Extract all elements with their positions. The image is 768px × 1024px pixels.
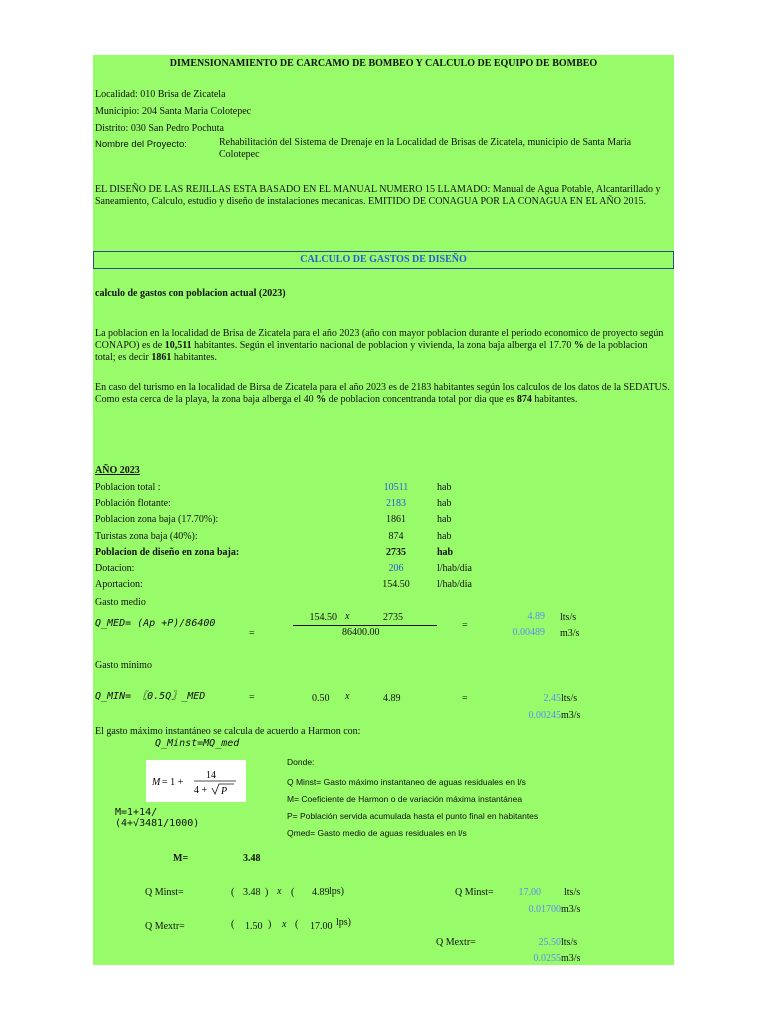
harmon-m-formula-line1: M=1+14/ [115,807,158,818]
gasto-medio-num1: 154.50 [309,612,337,623]
table-row-value: 154.50 [382,579,410,591]
qmextr-open-paren: ( [231,919,235,930]
definition-item: M= Coeficiente de Harmon o de variación máxima instantánea [287,794,523,804]
subsection-title: calculo de gastos con poblacion actual (2023) [95,288,286,299]
qminst-qmed: 4.89 [312,887,330,898]
qmextr-coef: 1.50 [245,921,263,932]
table-row-label: Poblacion de diseño en zona baja: [95,546,240,558]
document-title: DIMENSIONAMIENTO DE CARCAMO DE BOMBEO Y CALCULO DE EQUIPO DE BOMBEO [169,58,598,69]
gasto-minimo-coef: 0.50 [312,693,330,704]
table-row-label: Poblacion total : [95,482,161,493]
table-row-value: 874 [388,530,404,542]
proyecto-label: Nombre del Proyecto: [95,139,187,150]
gasto-medio-unit-lps: lts/s [560,612,577,623]
gasto-minimo-result-m3s: 0.00245 [528,710,561,721]
qminst-times: x [277,886,282,897]
qminst-result-m3s: 0.01700 [528,904,561,915]
table-row-label: Dotacion: [95,563,135,574]
svg-text:M: M [152,777,161,788]
definition-item: Qmed= Gasto medio de aguas residuales en l/s [287,828,467,838]
qmextr-qminst: 17.00 [310,921,333,932]
table-row-value: 2735 [386,546,406,558]
harmon-m-formula-line2: (4+√3481/1000) [115,818,200,829]
gasto-medio-result-lps: 4.89 [527,611,545,622]
section-banner [93,251,674,269]
gasto-minimo-label: Gasto minimo [95,660,152,671]
gasto-medio-times: x [345,611,350,622]
table-row-unit: hab [437,530,452,542]
table-row-label: Turistas zona baja (40%): [95,530,198,542]
gasto-minimo-eq2: = [462,693,468,704]
qmextr-unit-lps: lts/s [561,937,578,948]
gasto-medio-unit-m3s: m3/s [560,628,580,639]
municipio-line: Municipio: 204 Santa Maria Colotepec [95,106,252,117]
spreadsheet-sheet [93,55,674,965]
proyecto-value: Rehabilitación del Sistema de Drenaje en la Localidad de Brisas de Zicatela, municipio de Santa Maria Colotepec [219,137,632,160]
table-row-unit: hab [437,498,452,510]
qminst-label: Q Minst= [145,887,184,898]
qmextr-label: Q Mextr= [145,921,185,932]
table-row-unit: hab [437,482,452,493]
table-row-unit: l/hab/dia [437,563,472,574]
gasto-minimo-value: 4.89 [383,693,401,704]
table-row-label: Población flotante: [95,498,171,510]
definition-item: P= Población servida acumulada hasta el punto final en habitantes [287,811,539,821]
gasto-minimo-unit-lps: lts/s [561,693,578,704]
svg-text:4 +: 4 + [194,785,208,796]
qmextr-result-m3s: 0.0255 [533,953,561,964]
section-title: CALCULO DE GASTOS DE DISEÑO [300,254,467,265]
qmextr-unit: lps) [336,917,351,928]
tourism-paragraph: En caso del turismo en la localidad de Birsa de Zicatela para el año 2023 es de 2183 habitantes según los calculos de los datos de la SEDATUS. Como esta cerca de la playa, la zona baja alberga el 40 % de poblacion concentranda total por dia que es 874 habitantes. [95,382,670,405]
qmextr-times: x [282,919,287,930]
fraction-line [293,625,437,626]
localidad-line: Localidad: 010 Brisa de Zicatela [95,89,226,100]
gasto-minimo-formula: Q_MIN= 〖0.5Q〗_MED [95,691,206,702]
m-value: 3.48 [243,853,261,864]
qmextr-close-paren: ) [268,919,272,930]
year-heading: AÑO 2023 [95,465,140,476]
gasto-medio-num2: 2735 [383,612,403,623]
harmon-formula: Q_Minst=MQ_med [155,738,240,749]
gasto-medio-eq2: = [462,620,468,631]
m-label: M= [173,853,189,864]
gasto-minimo-result-lps: 2.45 [543,693,561,704]
table-row-label: Poblacion zona baja (17.70%): [95,514,219,526]
gasto-medio-formula: Q_MED= (Ap +P)/86400 [95,618,216,629]
gasto-medio-result-m3s: 0.00489 [512,627,545,638]
qminst-open-paren2: ( [291,887,295,898]
qminst-open-paren: ( [231,887,235,898]
table-row-unit: hab [437,546,454,558]
table-row-value: 10511 [383,482,409,493]
gasto-medio-den: 86400.00 [342,627,380,638]
gasto-minimo-unit-m3s: m3/s [561,710,581,721]
qminst-unit-lps: lts/s [564,887,581,898]
donde-label: Donde: [287,757,315,767]
gasto-medio-eq1: = [249,628,255,639]
table-row-unit: l/hab/dia [437,579,472,591]
qmextr-label2: Q Mextr= [436,937,476,948]
svg-text:P: P [221,786,228,797]
qminst-m: 3.48 [243,887,261,898]
qminst-unit-m3s: m3/s [561,904,581,915]
population-paragraph: La poblacion en la localidad de Brisa de Zicatela para el año 2023 (año con mayor poblacion durante el periodo economico de proyecto según CONAPO) es de 10,511 habitantes. Según el inventario nacional de poblacion y vivienda, la zona baja alberga el 17.70 % de la poblacion total; es decir 1861 habitantes. [95,328,664,363]
qminst-close-paren: ) [265,887,269,898]
qmextr-result-lps: 25.50 [538,937,561,948]
table-row-unit: hab [437,514,452,526]
qmextr-open-paren2: ( [295,919,299,930]
gasto-medio-label: Gasto medio [95,597,146,608]
svg-text:14: 14 [206,770,216,781]
qminst-result-lps: 17.00 [518,887,541,898]
qminst-label2: Q Minst= [455,887,494,898]
table-row-value: 206 [388,563,404,574]
harmon-equation-image [146,760,246,802]
svg-text:= 1 +: = 1 + [162,777,184,788]
gasto-minimo-times: x [345,691,350,702]
harmon-equation-graphic [146,760,246,802]
qminst-unit: lps) [329,886,344,897]
table-row-value: 2183 [386,498,406,510]
table-row-value: 1861 [386,514,406,526]
definition-item: Q Minst= Gasto máximo instantaneo de aguas residuales en l/s [287,777,526,787]
gasto-minimo-eq1: = [249,692,255,703]
harmon-intro: El gasto máximo instantáneo se calcula de acuerdo a Harmon con: [95,726,361,737]
qmextr-unit-m3s: m3/s [561,953,581,964]
intro-paragraph: EL DISEÑO DE LAS REJILLAS ESTA BASADO EN EL MANUAL NUMERO 15 LLAMADO: Manual de Agua Potable, Alcantarillado y Saneamiento, Calculo, estudio y diseño de instalaciones mecanicas. EMITIDO DE CONAGUA POR LA CONAGUA EN EL AÑO 2015. [95,184,661,207]
table-row-label: Aportacion: [95,579,143,591]
distrito-line: Distrito: 030 San Pedro Pochuta [95,123,224,134]
